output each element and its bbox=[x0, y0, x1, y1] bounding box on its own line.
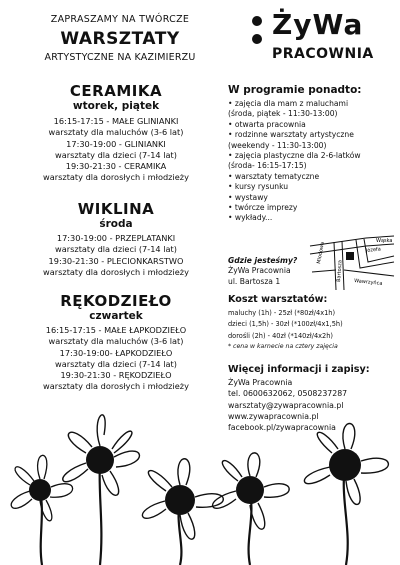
header-title: WARSZTATY bbox=[60, 29, 180, 49]
costs-title: Koszt warsztatów: bbox=[228, 294, 328, 305]
header-line1: ZAPRASZAMY NA TWÓRCZE bbox=[50, 14, 190, 25]
program-item: • kursy rysunku bbox=[228, 182, 289, 192]
info-phone: tel. 0600632062, 0508237287 bbox=[228, 389, 348, 399]
logo-dots-icon bbox=[252, 16, 262, 52]
schedule-line: 19:30-21:30 - PLECIONKARSTWO bbox=[48, 255, 184, 266]
section-days: środa bbox=[99, 218, 133, 230]
map-street-label: Bartosza bbox=[336, 259, 344, 283]
schedule-line: warsztaty dla dorosłych i młodzieży bbox=[43, 381, 189, 392]
schedule-line: 19:30-21:30 - RĘKODZIEŁO bbox=[60, 370, 172, 381]
logo-subtitle: PRACOWNIA bbox=[272, 46, 374, 62]
program-item-note: (weekendy - 11:30-13:00) bbox=[228, 140, 327, 150]
program-item: • zajęcia dla mam z maluchami bbox=[228, 99, 349, 108]
map-location-marker bbox=[346, 252, 354, 260]
schedule-line: warsztaty dla dzieci (7-14 lat) bbox=[55, 358, 177, 369]
schedule-line: warsztaty dla dorosłych i młodzieży bbox=[43, 172, 189, 183]
flower-icon bbox=[304, 424, 388, 565]
schedule-line: warsztaty dla maluchów (3-6 lat) bbox=[48, 127, 184, 138]
program-title: W programie ponadto: bbox=[228, 84, 362, 96]
section-days: czwartek bbox=[89, 310, 143, 322]
program-item: • wykłady... bbox=[228, 213, 273, 223]
program-item-note: (środa, piątek - 11:30-13:00) bbox=[228, 109, 338, 119]
program-item: • rodzinne warsztaty artystyczne bbox=[228, 130, 354, 140]
cost-line: maluchy (1h) - 25zł (*80zł/4x1h) bbox=[228, 309, 336, 317]
header-line3: ARTYSTYCZNE NA KAZIMIERZU bbox=[44, 52, 196, 63]
cost-line: dorośli (2h) - 40zł (*140zł/4x2h) bbox=[228, 331, 333, 340]
program-item: • wystawy bbox=[228, 192, 268, 202]
location-address: ul. Bartosza 1 bbox=[228, 276, 281, 286]
info-facebook[interactable]: facebook.pl/zywapracownia bbox=[228, 423, 336, 433]
section-title: WIKLINA bbox=[77, 200, 155, 218]
flowers-illustration bbox=[0, 405, 400, 565]
schedule-line: warsztaty dla maluchów (3-6 lat) bbox=[48, 336, 184, 347]
section-wiklina bbox=[0, 200, 232, 278]
program-item: • otwarta pracownia bbox=[228, 119, 306, 129]
map-street-label: Wawrzyńca bbox=[353, 278, 383, 287]
cost-line: dzieci (1,5h) - 30zł (*100zł/4x1,5h) bbox=[228, 320, 343, 329]
info-title: Więcej informacji i zapisy: bbox=[228, 364, 370, 375]
flower-icon bbox=[11, 455, 72, 565]
schedule-line: warsztaty dla dorosłych i młodzieży bbox=[43, 266, 189, 277]
flower-icon bbox=[142, 459, 223, 565]
flower-icon bbox=[63, 415, 140, 565]
location-name: ŻyWa Pracownia bbox=[228, 266, 291, 276]
schedule-line: 19:30-21:30 - CERAMIKA bbox=[65, 161, 167, 172]
schedule-line: 16:15-17:15 - MAŁE ŁAPKODZIEŁO bbox=[45, 325, 187, 335]
flower-icon bbox=[213, 453, 290, 565]
cost-note: * cena w karnecie na cztery zajęcia bbox=[228, 342, 338, 350]
section-title: RĘKODZIEŁO bbox=[60, 292, 172, 310]
schedule-line: 17:30-19:00 - GLINIANKI bbox=[66, 138, 166, 149]
section-title: CERAMIKA bbox=[69, 82, 163, 100]
program-item-note: (środa- 16:15-17:15) bbox=[228, 161, 307, 171]
info-website[interactable]: www.zywapracownia.pl bbox=[228, 411, 319, 421]
section-rekodzielo bbox=[0, 292, 232, 393]
costs-block bbox=[228, 294, 398, 352]
program-item: • warsztaty tematyczne bbox=[228, 171, 320, 181]
schedule-line: 17:30-19:00- ŁAPKODZIEŁO bbox=[59, 347, 173, 358]
schedule-line: 17:30-19:00 - PRZEPLATANKI bbox=[56, 233, 176, 243]
location-block bbox=[228, 256, 308, 287]
location-question: Gdzie jesteśmy? bbox=[228, 256, 298, 265]
location-map bbox=[306, 232, 396, 294]
map-street-label: Miodowa bbox=[316, 241, 326, 265]
schedule-line: warsztaty dla dzieci (7-14 lat) bbox=[55, 244, 177, 255]
map-street-label: Wąska bbox=[376, 238, 393, 244]
program-item: • twórcze imprezy bbox=[228, 203, 298, 213]
section-ceramika bbox=[0, 82, 232, 184]
schedule-line: warsztaty dla dzieci (7-14 lat) bbox=[55, 149, 177, 160]
section-days: wtorek, piątek bbox=[72, 100, 160, 112]
map-street-label: Józefa bbox=[365, 246, 382, 254]
info-name: ŻyWa Pracownia bbox=[228, 378, 293, 387]
program-item: • zajęcia plastyczne dla 2-6-latków bbox=[228, 151, 361, 161]
program-panel bbox=[228, 84, 398, 224]
info-email[interactable]: warsztaty@zywapracownia.pl bbox=[228, 400, 344, 410]
logo-title: ŻyWa bbox=[272, 8, 364, 41]
schedule-line: 16:15-17:15 - MAŁE GLINIANKI bbox=[53, 116, 179, 126]
